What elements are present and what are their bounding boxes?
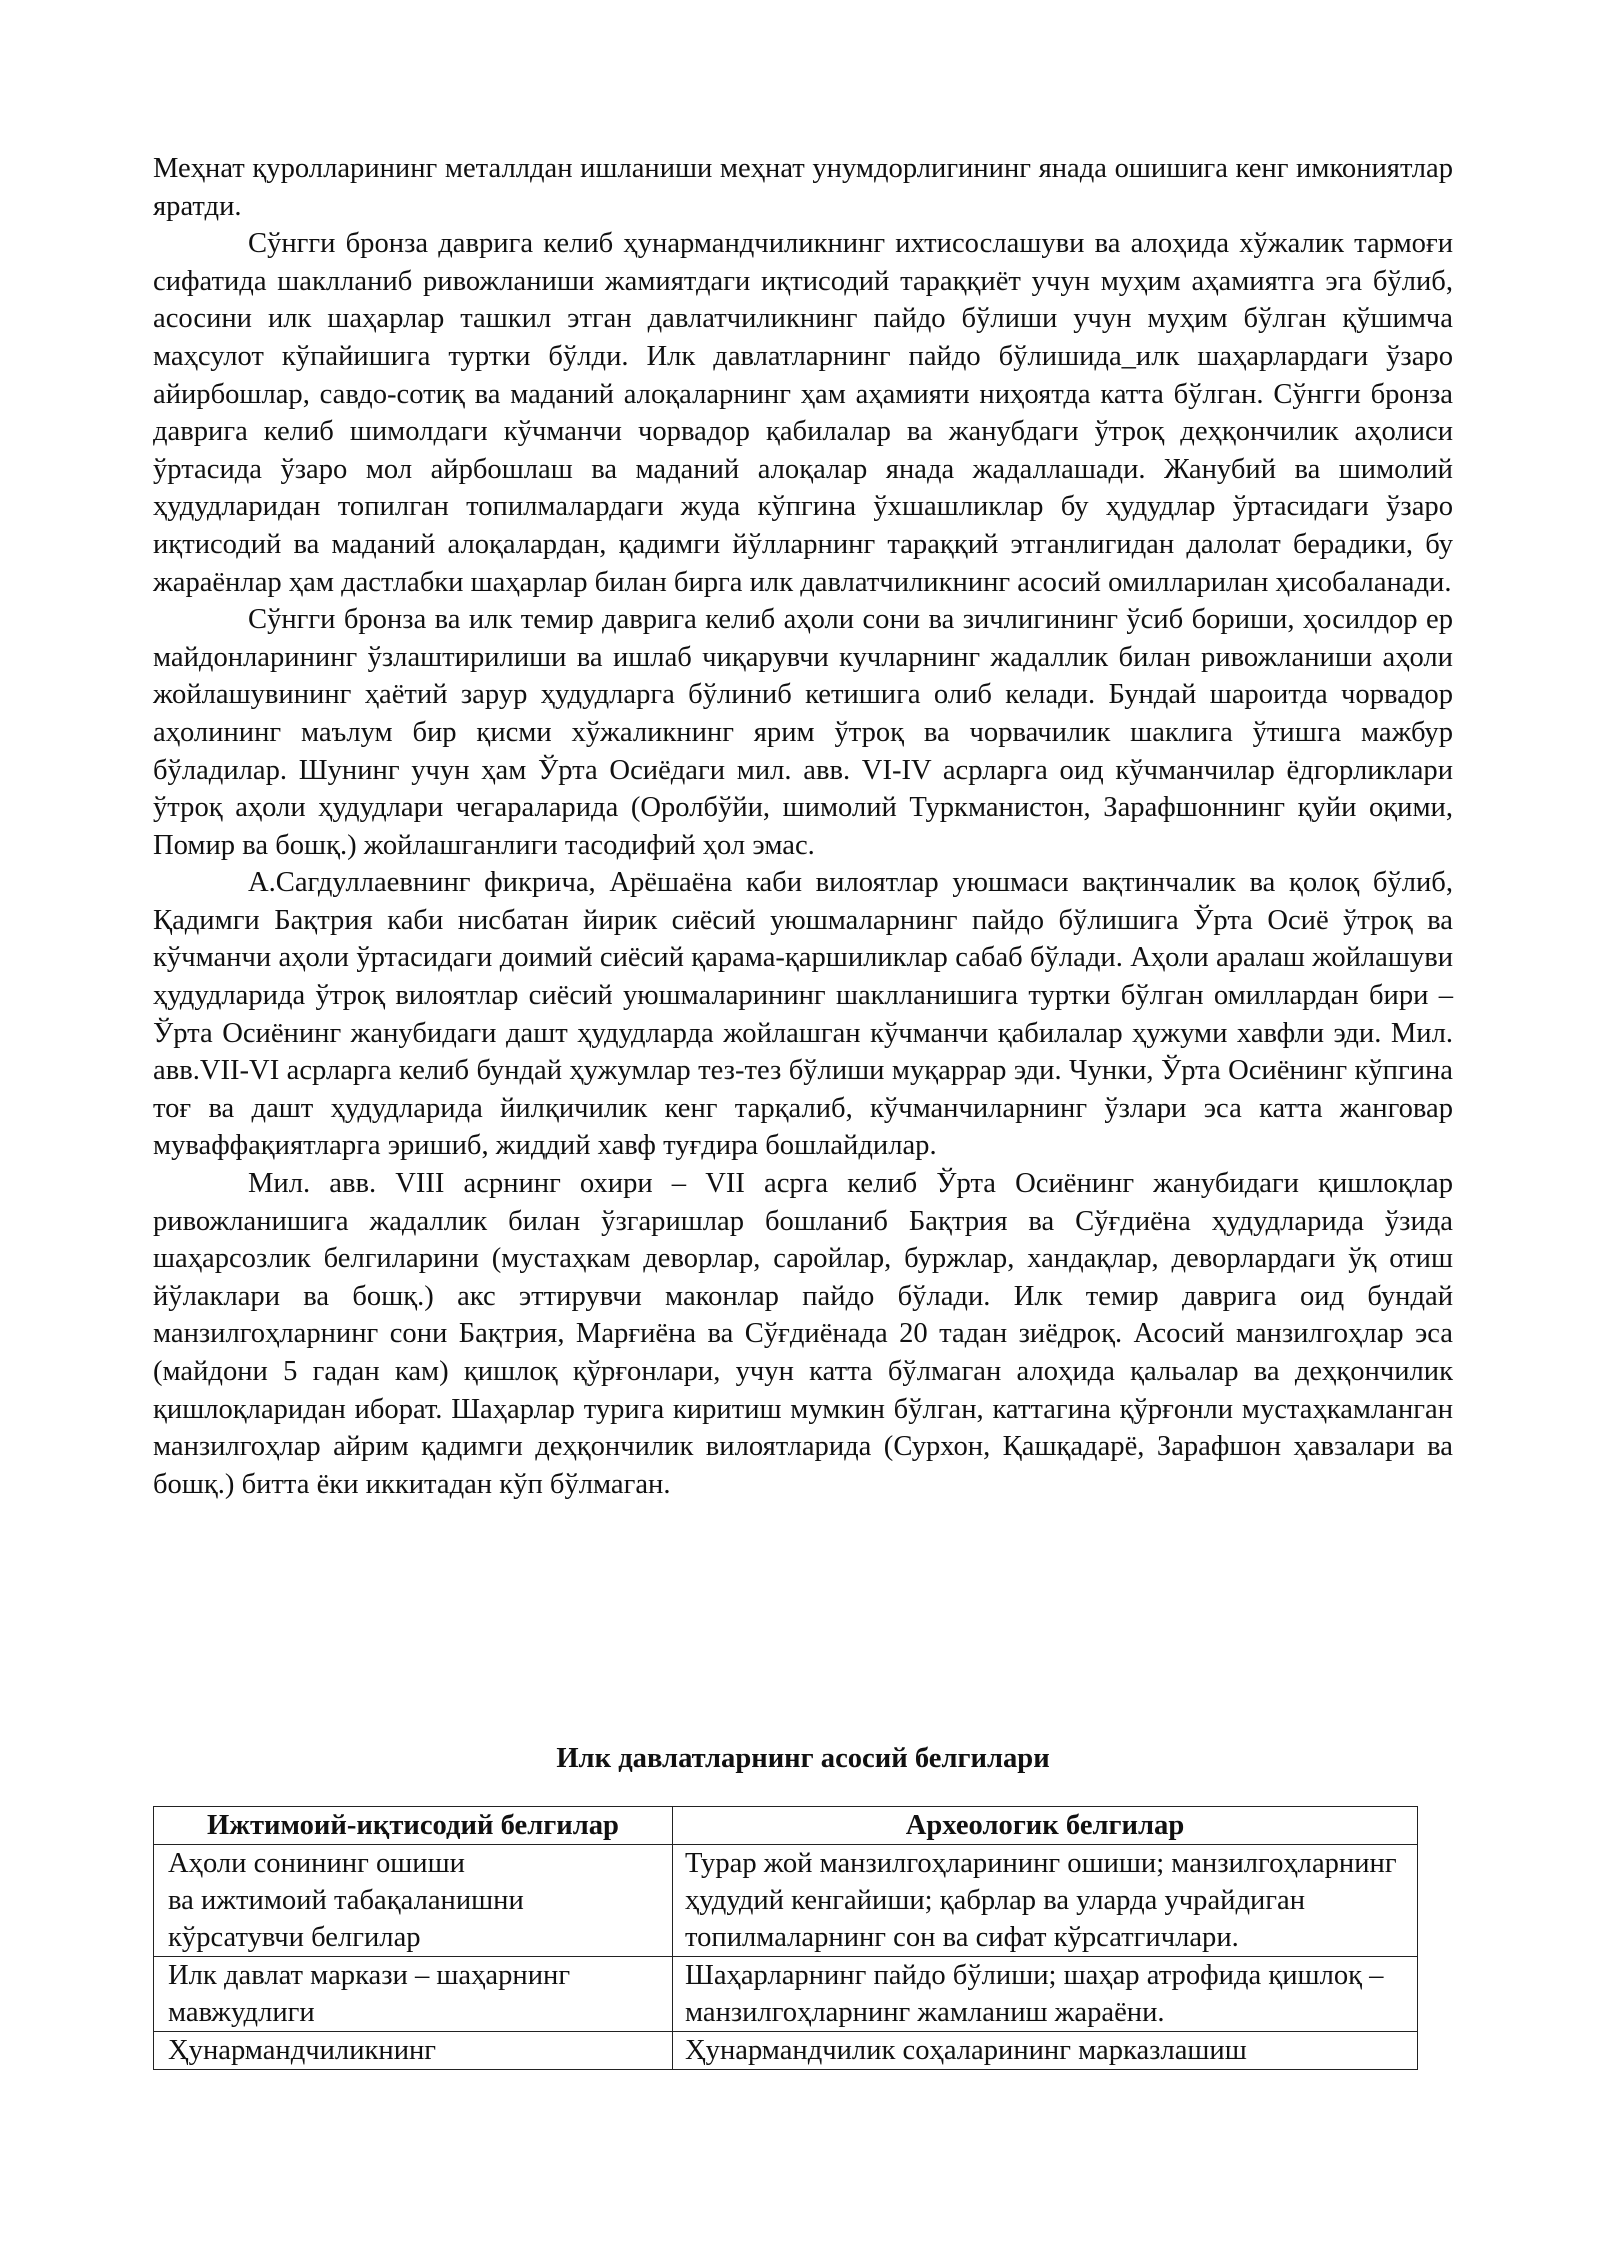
- table-cell-archaeological: Турар жой манзилгоҳларининг ошиши; манзилгоҳларнинг ҳудудий кенгайиши; қабрлар ва уларда учрайдиган топилмаларнинг сон ва сифат кўрсатгичлари.: [673, 1845, 1418, 1957]
- paragraph: А.Сагдуллаевнинг фикрича, Арёшаёна каби вилоятлар уюшмаси вақтинчалик ва қолоқ бўлиб, Қадимги Бақтрия каби нисбатан йирик сиёсий уюшмаларнинг пайдо бўлишига Ўрта Осиё ўтроқ ва кўчманчи аҳоли ўртасидаги доимий сиёсий қарама-қаршиликлар сабаб бўлади. Аҳоли аралаш жойлашуви ҳудудларида ўтроқ вилоятлар сиёсий уюшмаларининг шаклланишига туртки бўлган омиллардан бири – Ўрта Осиёнинг жанубидаги дашт ҳудудларда жойлашган кўчманчи қабилалар ҳужуми хавфли эди. Мил. авв.VII-VI асрларга келиб бундай ҳужумлар тез-тез бўлиши муқаррар эди. Чунки, Ўрта Осиёнинг кўпгина тоғ ва дашт ҳудудларида йилқичилик кенг тарқалиб, кўчманчиларнинг ўзлари эса катта жанговар муваффақиятларга эришиб, жиддий хавф туғдира бошлайдилар.: [153, 867, 1453, 1162]
- cell-line: ва ижтимоий табақаланишни: [168, 1885, 524, 1916]
- paragraph: Сўнгги бронза даврига келиб ҳунармандчиликнинг ихтисослашуви ва алоҳида хўжалик тармоғи сифатида шаклланиб ривожланиши жамиятдаги иқтисодий тараққиёт учун муҳим аҳамиятга эга бўлиб, асосини илк шаҳарлар ташкил этган давлатчиликнинг пайдо бўлиши учун муҳим бўлган қўшимча маҳсулот кўпайишига туртки бўлди. Илк давлатларнинг пайдо бўлишида_илк шаҳарлардаги ўзаро айирбошлар, савдо-сотиқ ва маданий алоқаларнинг ҳам аҳамияти ниҳоятда катта бўлган. Сўнгги бронза даврига келиб шимолдаги кўчманчи чорвадор қабилалар ва жанубдаги ўтроқ деҳқончилик аҳолиси ўртасида ўзаро мол айрбошлаш ва маданий алоқалар янада жадаллашади. Жанубий ва шимолий ҳудудларидан топилган топилмалардаги жуда кўпгина ўхшашликлар бу ҳудудлар ўртасидаги ўзаро иқтисодий ва маданий алоқалардан, қадимги йўлларнинг тараққий этганлигидан далолат берадики, бу жараёнлар ҳам дастлабки шаҳарлар билан бирга илк давлатчиликнинг асосий омилларилан ҳисобаланади.: [153, 228, 1453, 598]
- paragraph: Меҳнат қуролларининг металлдан ишланиши меҳнат унумдорлигининг янада ошишига кенг имкониятлар яратди.: [153, 153, 1453, 222]
- table-row: [154, 1957, 1418, 2032]
- cell-line: Илк давлат маркази – шаҳарнинг мавжудлиги: [168, 1960, 571, 2028]
- paragraph: Мил. авв. VIII асрнинг охири – VII асрга келиб Ўрта Осиёнинг жанубидаги қишлоқлар ривожланишига жадаллик билан ўзгаришлар бошланиб Бақтрия ва Сўғдиёна ҳудудларида ўзида шаҳарсозлик белгиларини (мустаҳкам деворлар, саройлар, буржлар, хандақлар, деворлардаги ўқ отиш йўлаклари ва бошқ.) акс эттирувчи маконлар пайдо бўлади. Илк темир даврига оид бундай манзилгоҳларнинг сони Бақтрия, Марғиёна ва Сўғдиёнада 20 тадан зиёдроқ. Асосий манзилгоҳлар эса (майдони 5 гадан кам) қишлоқ қўрғонлари, учун катта бўлмаган алоҳида қальалар ва деҳқончилик қишлоқларидан иборат. Шаҳарлар турига киритиш мумкин бўлган, каттагина қўрғонли мустаҳкамланган манзилгоҳлар айрим қадимги деҳқончилик вилоятларида (Сурхон, Қашқадарё, Зарафшон ҳавзалари ва бошқ.) битта ёки иккитадан кўп бўлмаган.: [153, 1168, 1453, 1500]
- table-row: [154, 1845, 1418, 1957]
- table-cell-social: [154, 1845, 673, 1957]
- signs-table: [153, 1806, 1418, 2070]
- table-row: [154, 2032, 1418, 2070]
- table-cell-social: [154, 1957, 673, 2032]
- table-header-social-economic: Ижтимоий-иқтисодий белгилар: [154, 1807, 673, 1845]
- table-title: Илк давлатларнинг асосий белгилари: [556, 1743, 1050, 1774]
- table-header-archaeological: Археологик белгилар: [673, 1807, 1418, 1845]
- body-text: [153, 150, 1453, 1503]
- cell-line: Аҳоли сонининг ошиши: [168, 1848, 465, 1879]
- table-cell-social: [154, 2032, 673, 2070]
- paragraph: Сўнгги бронза ва илк темир даврига келиб аҳоли сони ва зичлигининг ўсиб бориши, ҳосилдор ер майдонларининг ўзлаштирилиши ва ишлаб чиқарувчи кучларнинг жадаллик билан ривожланиши аҳоли жойлашувининг ҳаётий зарур ҳудудларга бўлиниб кетишига олиб келади. Бундай шароитда чорвадор аҳолининг маълум бир қисми хўжаликнинг ярим ўтроқ ва чорвачилик шаклига ўтишга мажбур бўладилар. Шунинг учун ҳам Ўрта Осиёдаги мил. авв. VI-IV асрларга оид кўчманчилар ёдгорликлари ўтроқ аҳоли ҳудудлари чегараларида (Оролбўйи, шимолий Туркманистон, Зарафшоннинг қуйи оқими, Помир ва бошқ.) жойлашганлиги тасодифий ҳол эмас.: [153, 604, 1453, 861]
- cell-line: кўрсатувчи белгилар: [168, 1922, 421, 1953]
- table-header-row: [154, 1807, 1418, 1845]
- cell-line: Ҳунармандчиликнинг: [168, 2035, 437, 2066]
- table-cell-archaeological: Шаҳарларнинг пайдо бўлиши; шаҳар атрофида қишлоқ – манзилгоҳларнинг жамланиш жараёни.: [673, 1957, 1418, 2032]
- table-cell-archaeological: Ҳунармандчилик соҳаларининг марказлашиш: [673, 2032, 1418, 2070]
